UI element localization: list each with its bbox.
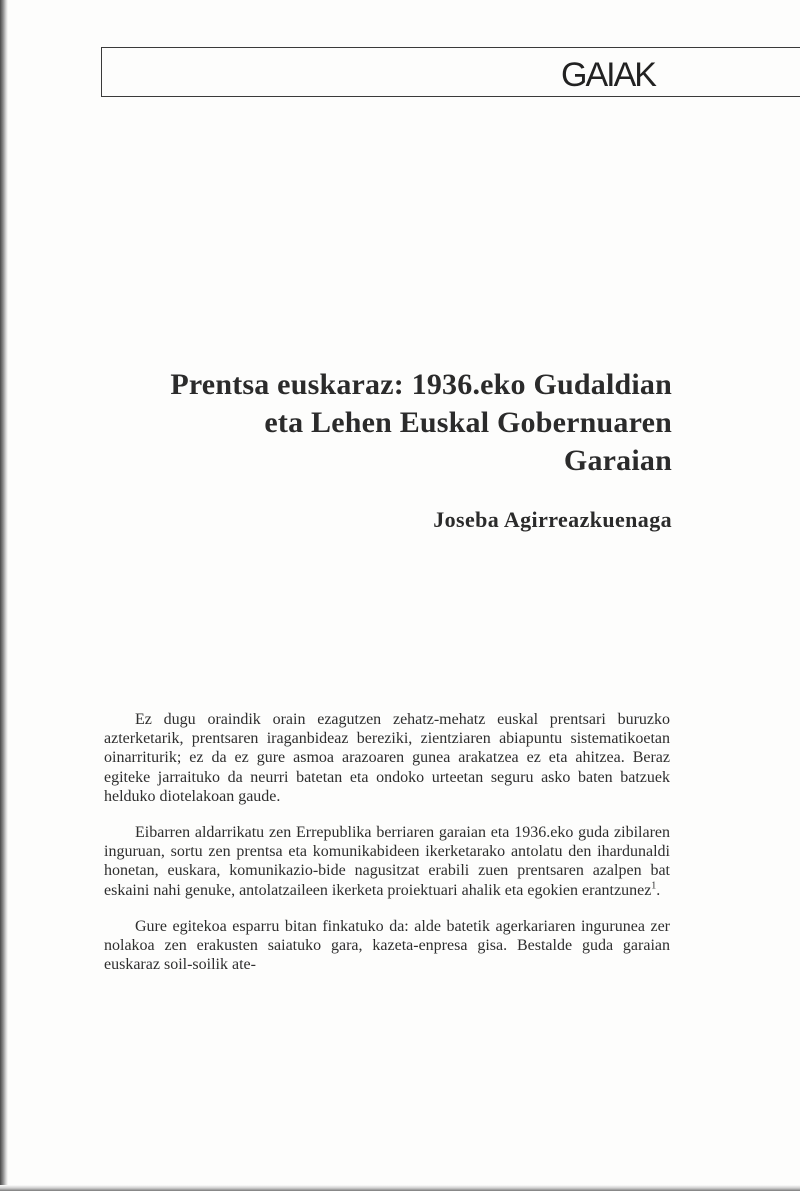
article-title-line: Prentsa euskaraz: 1936.eko Gudaldian [170, 368, 672, 401]
book-spine-shadow [0, 0, 8, 1191]
article-body [104, 710, 670, 991]
paragraph-end-punctuation: . [656, 881, 661, 899]
body-paragraph: Ez dugu oraindik orain ezagutzen zehatz-mehatz euskal prentsari buruzko azterketarik, prentsaren iraganbideaz bereziki, zientziaren abiapuntu sistematikoetan oinarriturik; ez da ez gure asmoa arazoaren gunea arakatzea ez eta ahitzea. Beraz egiteke jarraituko da neurri batetan eta ondoko urteetan seguru asko baten batzuek helduko diotelakoan gaude. [104, 711, 670, 805]
article-title [100, 366, 672, 480]
footnote-reference[interactable]: 1 [651, 880, 657, 892]
section-label: GAIAK [561, 56, 655, 94]
body-paragraph [104, 823, 670, 900]
section-header-box [101, 47, 800, 97]
article-author: Joseba Agirreazkuenaga [433, 507, 672, 532]
body-paragraph: Gure egitekoa esparru bitan finkatuko da: alde batetik agerkariaren ingurunea zer nolakoa zen erakusten saiatuko gara, kazeta-enpresa gisa. Bestalde guda garaian euskaraz soil-soilik ate- [104, 917, 670, 974]
article-title-line: eta Lehen Euskal Gobernuaren [264, 406, 672, 439]
article-title-line: Garaian [563, 444, 672, 477]
body-paragraph-text: Eibarren aldarrikatu zen Errepublika berriaren garaian eta 1936.eko guda zibilaren inguruan, sortu zen prentsa eta komunikabideen ikerketarako antolatu den ihardunaldi honetan, euskara, komunikazio-bide nagusitzat erabili zuen prentsaren azalpen bat eskaini nahi genuke, antolatzaileen ikerketa proiektuari ahalik eta egokien erantzunez [104, 824, 670, 899]
page-bottom-edge [0, 1185, 800, 1191]
